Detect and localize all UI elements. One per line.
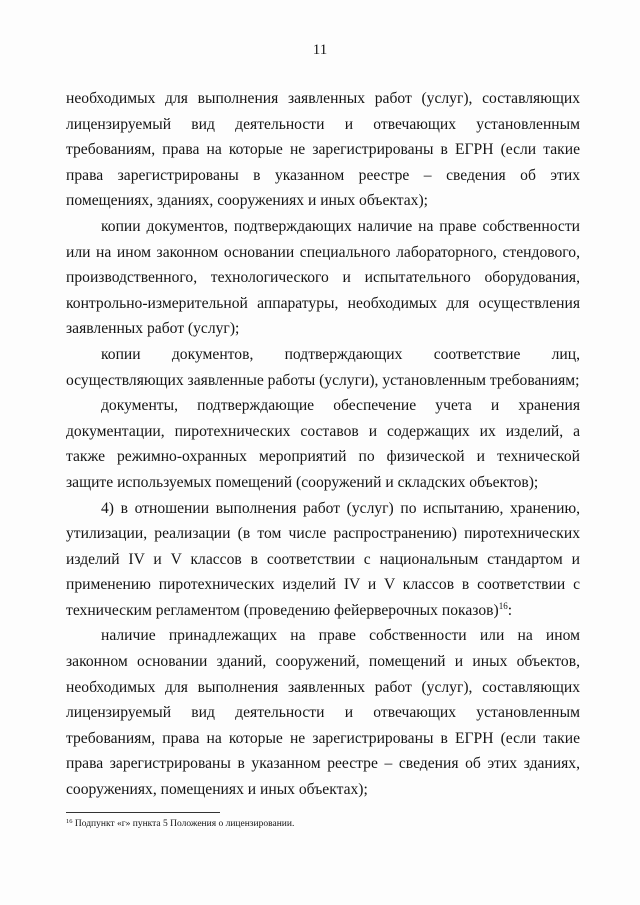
paragraph-5	[66, 496, 580, 624]
footnote-divider	[66, 812, 220, 813]
paragraph-3-text: копии документов, подтверждающих соответствие лиц, осуществляющих заявленные работы (услуги), установленным требованиям;	[66, 345, 580, 389]
paragraph-4-text: документы, подтверждающие обеспечение учета и хранения документации, пиротехнических составов и содержащих их изделий, а также режимно-охранных мероприятий по физической и технической защите используемых помещений (сооружений и складских объектов);	[66, 397, 580, 491]
page-number: 11	[312, 42, 328, 58]
paragraph-1-text: необходимых для выполнения заявленных работ (услуг), составляющих лицензируемый вид деятельности и отвечающих установленным требованиям, права на которые не зарегистрированы в ЕГРН (если такие права зарегистрированы в указанном реестре – сведения об этих помещениях, зданиях, сооружениях и иных объектах);	[66, 90, 580, 210]
paragraph-2-text: копии документов, подтверждающих наличие на праве собственности или на ином законном основании специального лабораторного, стендового, производственного, технологического и испытательного оборудования, контрольно-измерительной аппаратуры, необходимых для осуществления заявленных работ (услуг);	[66, 217, 580, 338]
paragraph-3	[66, 342, 580, 393]
paragraph-1	[66, 86, 580, 214]
paragraph-5-trailing: :	[507, 601, 513, 619]
document-body	[66, 86, 580, 803]
paragraph-4	[66, 393, 580, 495]
footnote-reference: 16	[498, 600, 508, 611]
paragraph-6	[66, 623, 580, 802]
paragraph-5-text: 4) в отношении выполнения работ (услуг) по испытанию, хранению, утилизации, реализации (в том числе распространению) пиротехнических изделий IV и V классов в соответствии с национальным стандартом и применению пиротехнических изделий IV и V классов в соответствии с техническим регламентом (проведению фейерверочных показов)	[66, 499, 580, 619]
paragraph-6-text: наличие принадлежащих на праве собственности или на ином законном основании зданий, сооружений, помещений и иных объектов, необходимых для выполнения заявленных работ (услуг), составляющих лицензируемый вид деятельности и отвечающих установленным требованиям, права на которые не зарегистрированы в ЕГРН (если такие права зарегистрированы в указанном реестре – сведения об этих зданиях, сооружениях, помещениях и иных объектах);	[66, 627, 580, 799]
footnote	[66, 818, 566, 831]
footnote-text: Подпункт «г» пункта 5 Положения о лицензировании.	[74, 819, 295, 829]
footnote-number: 16	[66, 818, 73, 825]
paragraph-2	[66, 214, 580, 342]
